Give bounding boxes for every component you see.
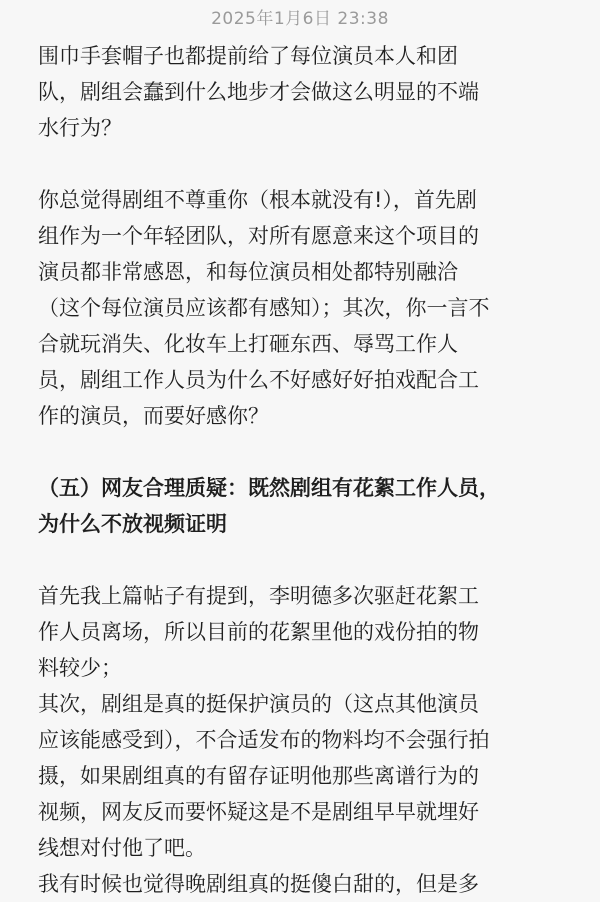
- text-line: 队，剧组会蠢到什么地步才会做这么明显的不端: [38, 80, 479, 104]
- text-line: 围巾手套帽子也都提前给了每位演员本人和团: [38, 44, 458, 68]
- text-line: 作人员离场，所以目前的花絮里他的戏份拍的物: [38, 620, 479, 644]
- text-line: （这个每位演员应该都有感知）；其次，你一言不: [38, 296, 490, 320]
- text-line: 作的演员，而要好感你？: [38, 404, 269, 428]
- text-line: 组作为一个年轻团队，对所有愿意来这个项目的: [38, 224, 479, 248]
- text-line: 员，剧组工作人员为什么不好感好好拍戏配合工: [38, 368, 479, 392]
- text-line: 我有时候也觉得晚剧组真的挺傻白甜的，但是多: [38, 872, 479, 896]
- text-line: 摄，如果剧组真的有留存证明他那些离谱行为的: [38, 764, 479, 788]
- paragraph-respect: [38, 182, 568, 434]
- text-line: 料较少；: [38, 656, 122, 680]
- text-line: 演员都非常感恩，和每位演员相处都特别融洽: [38, 260, 458, 284]
- paragraph-first-reason: [38, 578, 568, 686]
- text-line: 应该能感受到），不合适发布的物料均不会强行拍: [38, 728, 490, 752]
- text-line: 其次，剧组是真的挺保护演员的（这点其他演员: [38, 692, 479, 716]
- section-heading: [38, 470, 568, 542]
- text-line: 视频，网友反而要怀疑这是不是剧组早早就埋好: [38, 800, 479, 824]
- heading-line: （五）网友合理质疑：既然剧组有花絮工作人员，: [38, 476, 500, 500]
- paragraph-second-reason: [38, 686, 568, 866]
- heading-line: 为什么不放视频证明: [38, 512, 227, 536]
- text-line: 水行为？: [38, 116, 122, 140]
- text-line: 线想对付他了吧。: [38, 836, 206, 860]
- post-timestamp: 2025年1月6日 23:38: [211, 9, 389, 29]
- paragraph-costume-gifts: [38, 38, 568, 146]
- text-line: 首先我上篇帖子有提到，李明德多次驱赶花絮工: [38, 584, 479, 608]
- text-line: 合就玩消失、化妆车上打砸东西、辱骂工作人: [38, 332, 458, 356]
- text-line: 你总觉得剧组不尊重你（根本就没有!），首先剧: [38, 188, 477, 212]
- paragraph-partial: [38, 866, 568, 902]
- post-body: [38, 38, 568, 902]
